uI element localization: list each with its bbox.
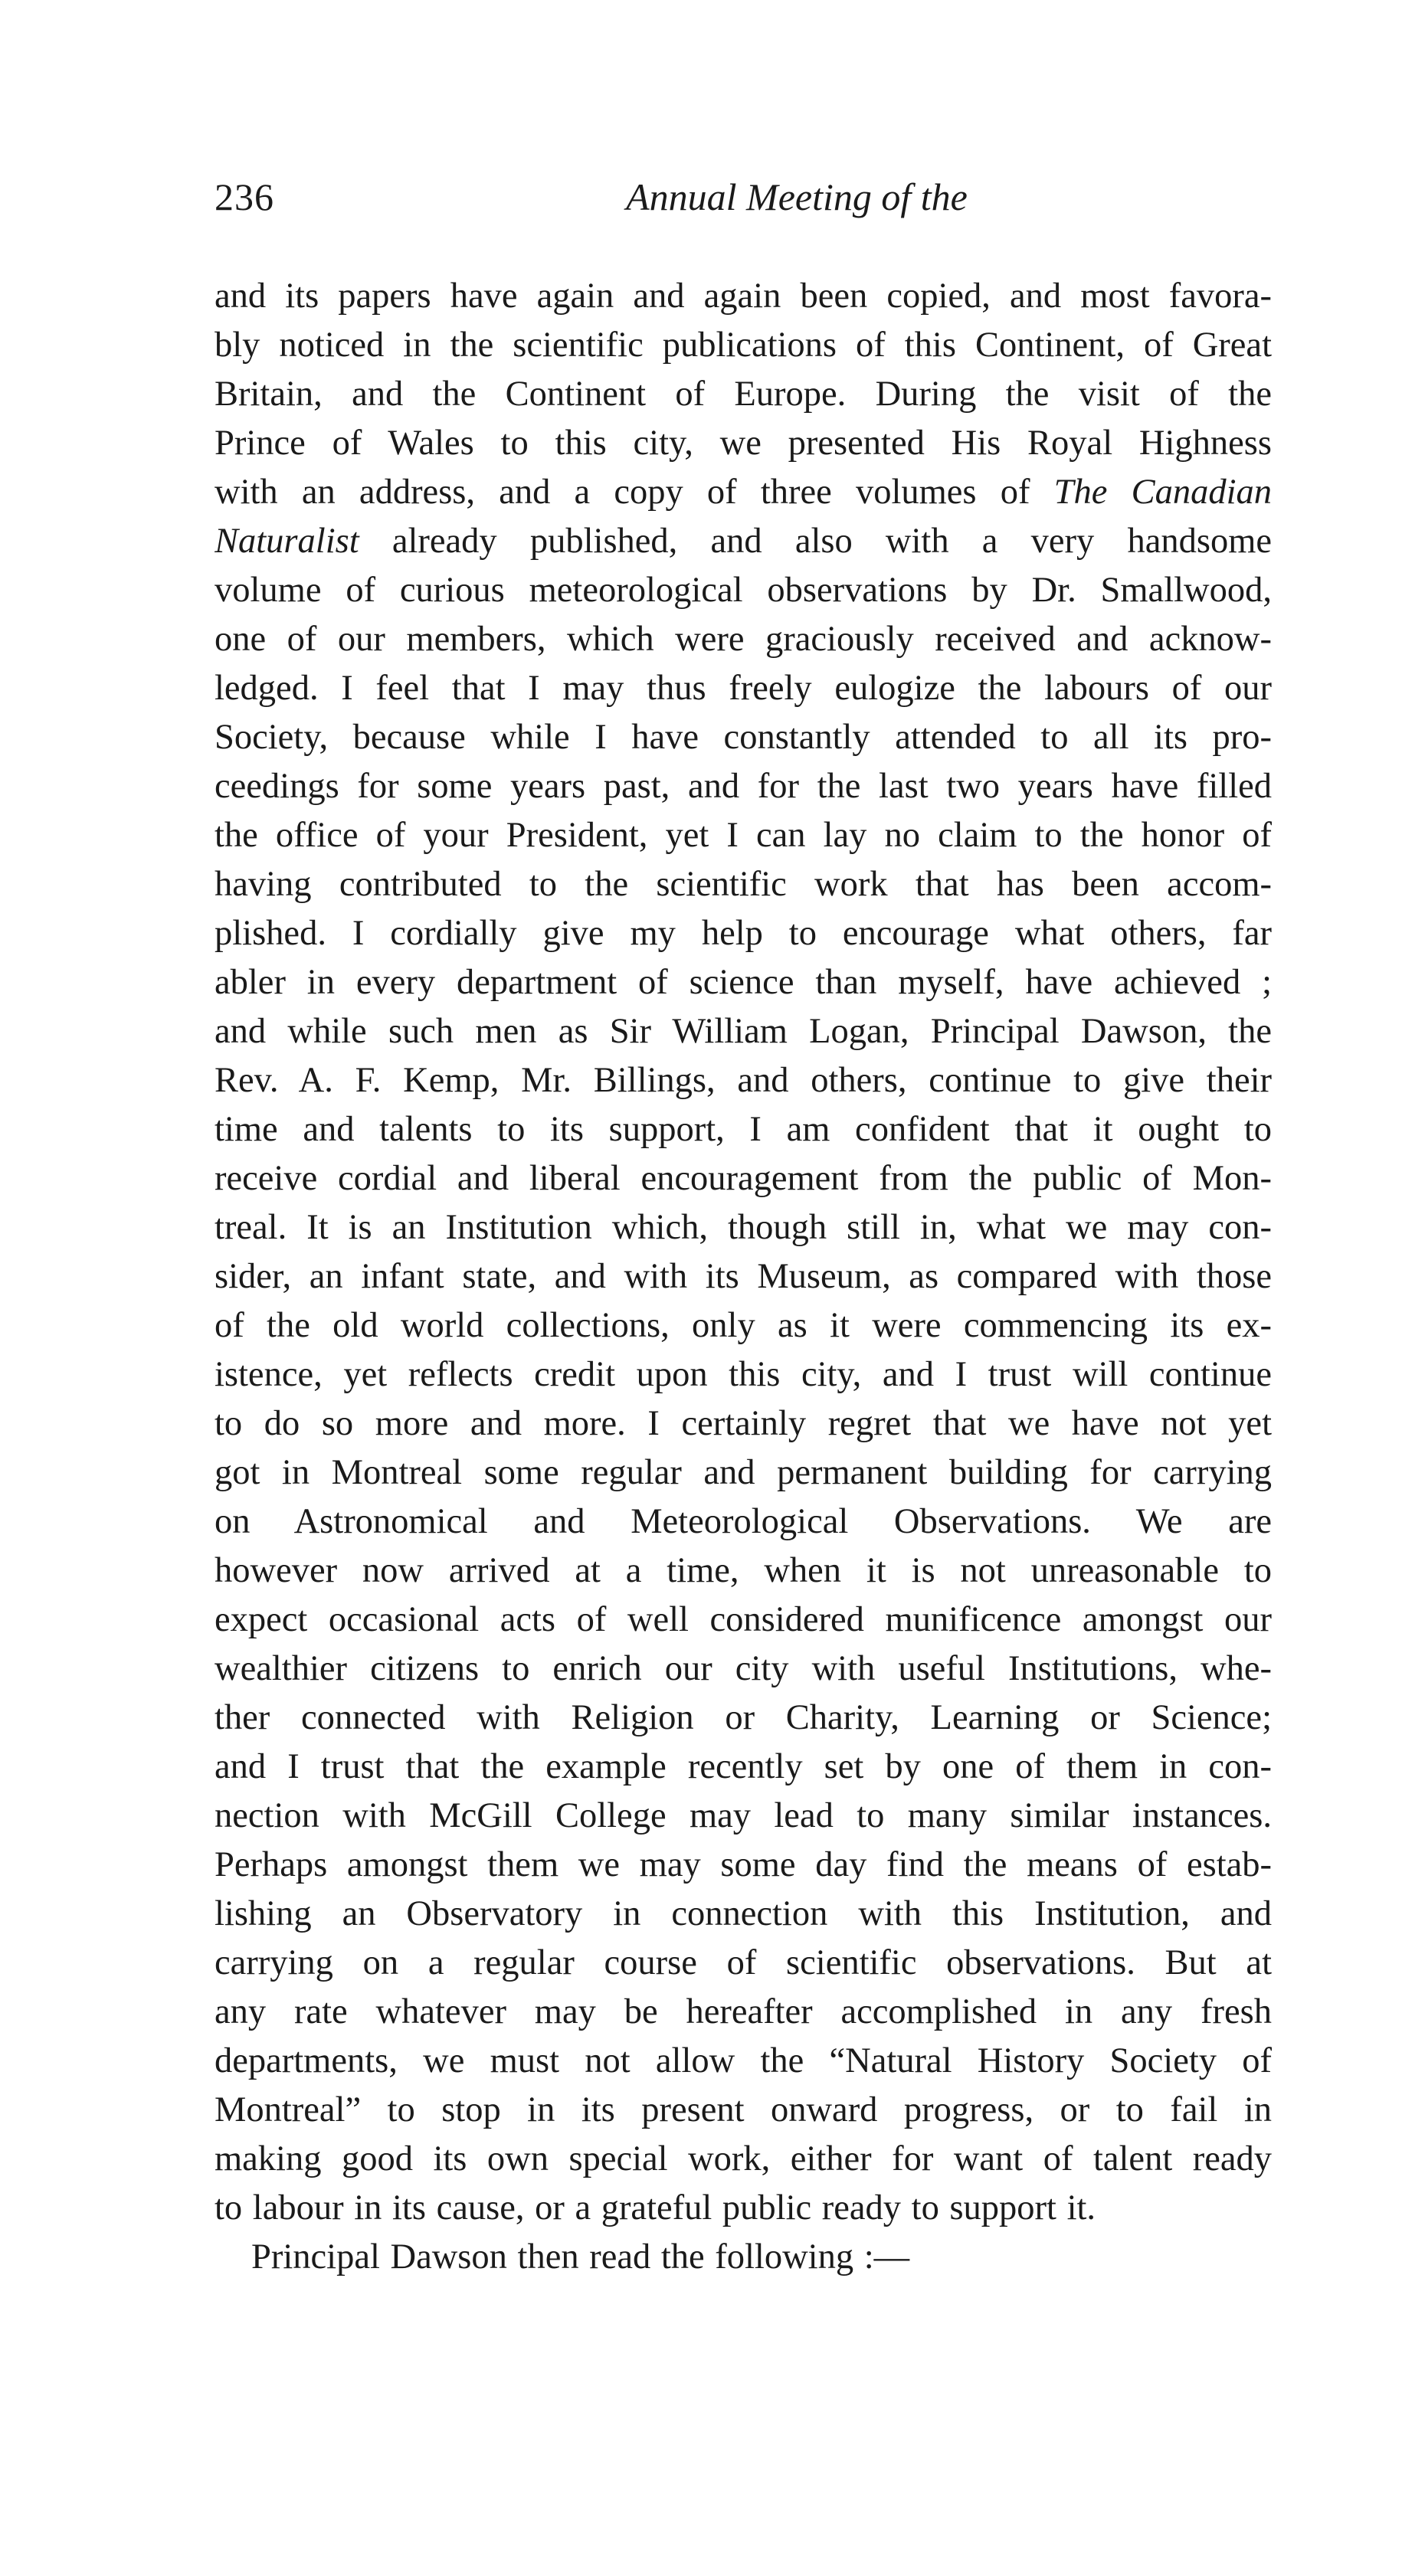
text-line: and I trust that the example recently set by one of them in con- — [215, 1747, 1272, 1786]
text-line: abler in every department of science than myself, have achieved ; — [215, 963, 1272, 1002]
text-line: Principal Dawson then read the following :— — [251, 2237, 910, 2277]
text-line: expect occasional acts of well considered munificence amongst our — [215, 1600, 1272, 1639]
italic-title: Naturalist — [215, 522, 359, 561]
text-line: Society, because while I have constantly attended to all its pro- — [215, 718, 1272, 757]
text-line: got in Montreal some regular and permanent building for carrying — [215, 1453, 1272, 1492]
text-line: the office of your President, yet I can lay no claim to the honor of — [215, 816, 1272, 855]
text-line: plished. I cordially give my help to encourage what others, far — [215, 914, 1272, 953]
text-line: one of our members, which were graciously received and acknow- — [215, 620, 1272, 659]
text-line: lishing an Observatory in connection with this Institution, and — [215, 1894, 1272, 1933]
text-line: Montreal” to stop in its present onward progress, or to fail in — [215, 2090, 1272, 2129]
text-run: already published, and also with a very handsome — [391, 522, 1272, 561]
running-title: Annual Meeting of the — [626, 175, 968, 218]
text-line: on Astronomical and Meteorological Observations. We are — [215, 1502, 1272, 1541]
text-line: wealthier citizens to enrich our city with useful Institutions, whe- — [215, 1649, 1272, 1688]
text-line: to labour in its cause, or a grateful public ready to support it. — [215, 2188, 1096, 2227]
text-line: Britain, and the Continent of Europe. During the visit of the — [215, 375, 1272, 414]
text-line: however now arrived at a time, when it is not unreasonable to — [215, 1551, 1272, 1590]
italic-title: The Canadian — [1053, 473, 1272, 512]
text-line: carrying on a regular course of scientific observations. But at — [215, 1943, 1272, 1982]
text-line: treal. It is an Institution which, though still in, what we may con- — [215, 1208, 1272, 1247]
text-line: departments, we must not allow the “Natural History Society of — [215, 2041, 1272, 2080]
text-line: bly noticed in the scientific publications of this Continent, of Great — [215, 326, 1272, 365]
text-line: and while such men as Sir William Logan, Principal Dawson, the — [215, 1012, 1272, 1051]
text-line: ledged. I feel that I may thus freely eulogize the labours of our — [215, 669, 1272, 708]
text-line: Rev. A. F. Kemp, Mr. Billings, and others, continue to give their — [215, 1061, 1272, 1100]
text-line — [215, 517, 1272, 566]
text-line: ceedings for some years past, and for the last two years have filled — [215, 767, 1272, 806]
text-line: istence, yet reflects credit upon this city, and I trust will continue — [215, 1355, 1272, 1394]
text-line: Prince of Wales to this city, we presented His Royal Highness — [215, 424, 1272, 463]
text-line: time and talents to its support, I am confident that it ought to — [215, 1110, 1272, 1149]
text-line: having contributed to the scientific work that has been accom- — [215, 865, 1272, 904]
text-line: making good its own special work, either for want of talent ready — [215, 2139, 1272, 2178]
text-line: any rate whatever may be hereafter accomplished in any fresh — [215, 1992, 1272, 2031]
text-line: ther connected with Religion or Charity, Learning or Science; — [215, 1698, 1272, 1737]
text-line: to do so more and more. I certainly regret that we have not yet — [215, 1404, 1272, 1443]
text-line: volume of curious meteorological observations by Dr. Smallwood, — [215, 571, 1272, 610]
running-head — [215, 170, 1272, 224]
text-line: of the old world collections, only as it were commencing its ex- — [215, 1306, 1272, 1345]
text-line: sider, an infant state, and with its Museum, as compared with those — [215, 1257, 1272, 1296]
text-line: Perhaps amongst them we may some day find the means of estab- — [215, 1845, 1272, 1884]
text-line — [215, 468, 1272, 517]
body-text — [215, 272, 1272, 2282]
text-line: receive cordial and liberal encouragement from the public of Mon- — [215, 1159, 1272, 1198]
text-line: nection with McGill College may lead to many similar instances. — [215, 1796, 1272, 1835]
page-number: 236 — [215, 175, 274, 218]
text-line: and its papers have again and again been copied, and most favora- — [215, 277, 1272, 316]
text-run: with an address, and a copy of three volumes of — [215, 473, 1054, 512]
